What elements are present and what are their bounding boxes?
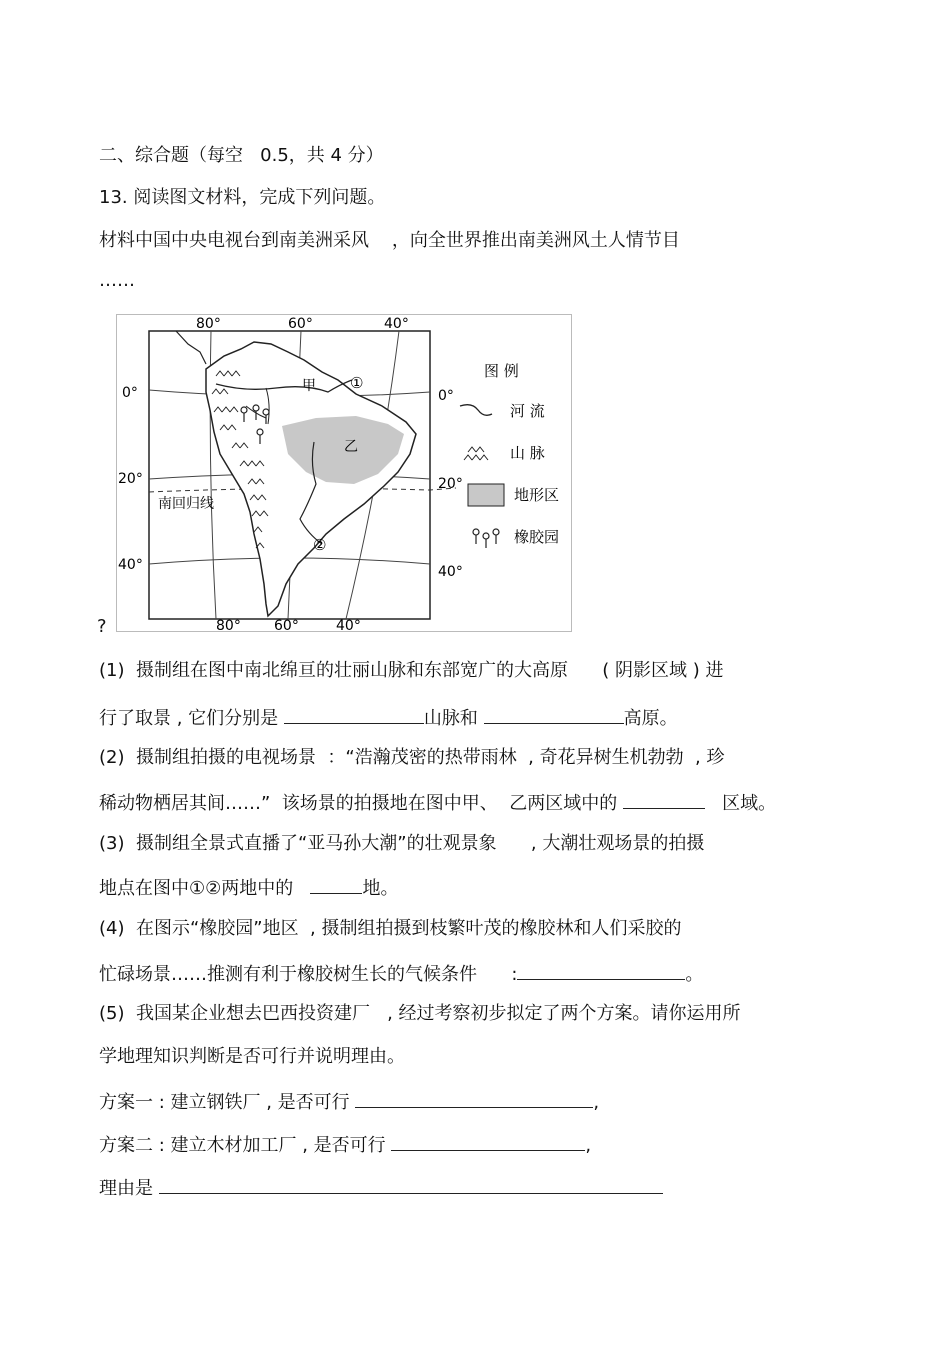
tropic-label: 南回归线 <box>158 496 214 512</box>
reason-blank[interactable] <box>159 1175 663 1194</box>
q2-region-blank[interactable] <box>623 790 705 809</box>
legend-mountain-icon <box>464 447 488 460</box>
question-title: 13. 阅读图文材料，完成下列问题。 <box>99 187 386 208</box>
q3-text-b: 地点在图中①②两地中的 地。 <box>99 875 398 900</box>
legend-title: 图 例 <box>484 362 519 380</box>
plan2-line: 方案二 : 建立木材加工厂 , 是否可行 , <box>99 1132 591 1157</box>
q2-text-a: (2) 摄制组拍摄的电视场景 ：“浩瀚茂密的热带雨林 , 奇花异树生机勃勃 , 珍 <box>99 747 725 768</box>
region-jia-label: 甲 <box>302 378 316 394</box>
lon-label-top: 40° <box>384 316 409 332</box>
q5-text-b: 学地理知识判断是否可行并说明理由。 <box>99 1046 405 1067</box>
q2-text-b: 稀动物栖居其间……” 该场景的拍摄地在图中甲、 乙两区域中的 区域。 <box>99 790 776 815</box>
legend-terrain: 地形区 <box>514 486 560 504</box>
q4-climate-blank[interactable] <box>517 961 685 980</box>
region-yi-label: 乙 <box>344 439 358 455</box>
south-america-map <box>116 314 572 632</box>
lat-label-left: 20° <box>118 471 143 487</box>
q3-location-blank[interactable] <box>310 875 362 894</box>
q1-text-a: (1) 摄制组在图中南北绵亘的壮丽山脉和东部宽广的大高原 ( 阴影区域 ) 进 <box>99 660 724 681</box>
q5-text-a: (5) 我国某企业想去巴西投资建厂 , 经过考察初步拟定了两个方案。请你运用所 <box>99 1003 741 1024</box>
q1-text-b: 行了取景 , 它们分别是 山脉和 高原。 <box>99 705 678 730</box>
lat-label-left: 40° <box>118 557 143 573</box>
legend-rubber: 橡胶园 <box>514 528 560 546</box>
q3-text-a: (3) 摄制组全景式直播了“亚马孙大潮”的壮观景象 , 大潮壮观场景的拍摄 <box>99 833 705 854</box>
q4-text-a: (4) 在图示“橡胶园”地区 , 摄制组拍摄到枝繁叶茂的橡胶林和人们采胶的 <box>99 918 682 939</box>
legend-mountain: 山 脉 <box>510 444 545 462</box>
lon-label-top: 60° <box>288 316 313 332</box>
q1-mountain-blank[interactable] <box>284 705 424 724</box>
legend-rubber-icon <box>473 529 499 548</box>
reason-line: 理由是 <box>99 1175 663 1200</box>
legend-terrain-icon <box>468 484 504 506</box>
marker-2: ② <box>313 536 327 554</box>
material-ellipsis: …… <box>99 270 135 291</box>
plan1-blank[interactable] <box>355 1089 593 1108</box>
plan2-blank[interactable] <box>391 1132 585 1151</box>
question-mark: ? <box>97 616 107 637</box>
lat-label-right: 20° <box>438 476 463 492</box>
plan1-line: 方案一 : 建立钢铁厂 , 是否可行 , <box>99 1089 599 1114</box>
lat-label-left: 0° <box>122 385 138 401</box>
lon-label-bottom: 40° <box>336 618 361 632</box>
lat-label-right: 0° <box>438 388 454 404</box>
material-text: 材料中国中央电视台到南美洲采风 ，向全世界推出南美洲风土人情节目 <box>99 230 680 251</box>
legend-river-icon <box>460 405 492 416</box>
section-title: 二、综合题（每空 0.5，共 4 分） <box>99 145 384 166</box>
q1-plateau-blank[interactable] <box>484 705 624 724</box>
marker-1: ① <box>350 374 364 392</box>
q4-text-b: 忙碌场景……推测有利于橡胶树生长的气候条件 : 。 <box>99 961 703 986</box>
lon-label-bottom: 60° <box>274 618 299 632</box>
lon-label-top: 80° <box>196 316 221 332</box>
lon-label-bottom: 80° <box>216 618 241 632</box>
legend-river: 河 流 <box>510 402 545 420</box>
lat-label-right: 40° <box>438 564 463 580</box>
